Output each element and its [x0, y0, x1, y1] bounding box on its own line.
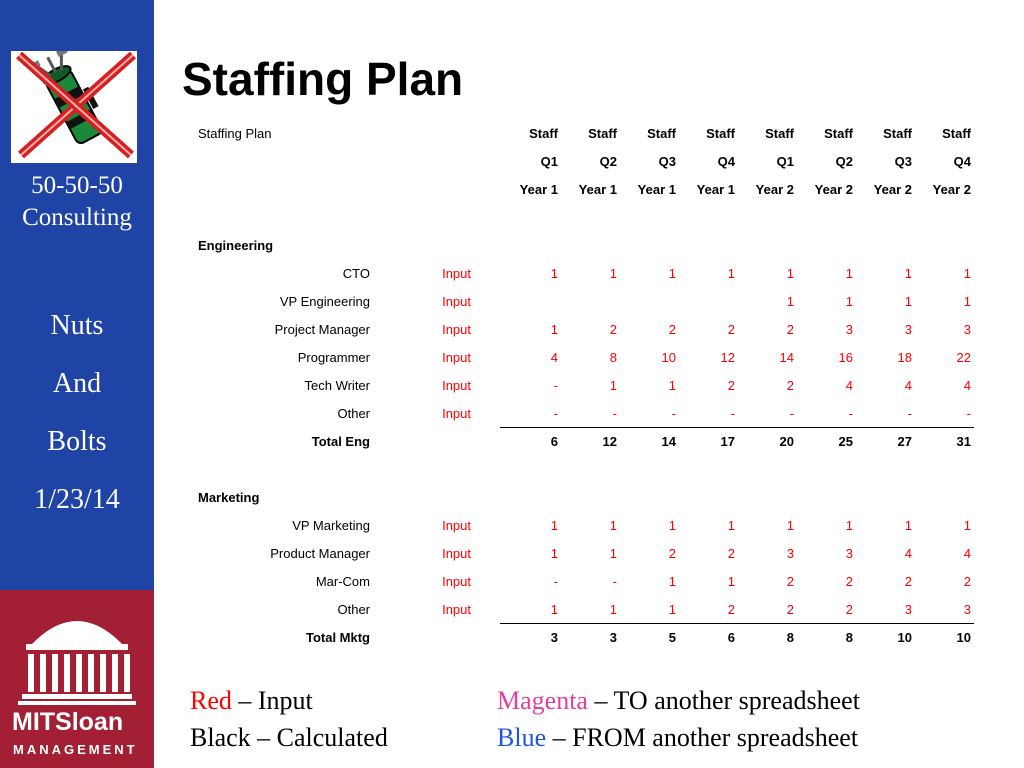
table-cell: 1: [609, 378, 617, 393]
table-cell: -: [907, 406, 912, 421]
row-label: Other: [337, 406, 370, 421]
table-cell: 1: [668, 518, 676, 533]
table-cell: 3: [845, 546, 853, 561]
total-cell: 3: [609, 630, 617, 645]
column-header: Year 1: [637, 182, 676, 197]
total-label: Total Mktg: [305, 630, 370, 645]
table-cell: 1: [609, 266, 617, 281]
table-cell: 1: [609, 546, 617, 561]
column-header: Q1: [540, 154, 558, 169]
table-cell: 1: [668, 574, 676, 589]
table-cell: 1: [904, 294, 912, 309]
legend-magenta-desc: – TO another spreadsheet: [587, 686, 860, 715]
table-cell: 3: [963, 602, 971, 617]
total-cell: 10: [956, 630, 971, 645]
row-label: Product Manager: [270, 546, 370, 561]
table-cell: -: [553, 378, 558, 393]
column-header: Q1: [776, 154, 794, 169]
table-cell: 4: [550, 350, 558, 365]
table-cell: 2: [786, 574, 794, 589]
input-tag: Input: [442, 602, 471, 617]
table-cell: -: [848, 406, 853, 421]
input-tag: Input: [442, 546, 471, 561]
nav-item-and: And: [52, 368, 102, 399]
total-cell: 8: [786, 630, 794, 645]
legend-magenta-entry: [497, 682, 860, 719]
table-cell: 22: [956, 350, 971, 365]
table-cell: -: [553, 406, 558, 421]
legend-blue-desc: – FROM another spreadsheet: [546, 723, 859, 752]
total-divider: [500, 427, 974, 428]
table-cell: 16: [838, 350, 853, 365]
column-header: Q2: [599, 154, 617, 169]
input-tag: Input: [442, 378, 471, 393]
table-cell: 10: [661, 350, 676, 365]
table-cell: 2: [727, 602, 735, 617]
table-cell: 1: [727, 574, 735, 589]
table-cell: 2: [845, 574, 853, 589]
table-cell: 2: [786, 322, 794, 337]
total-cell: 8: [845, 630, 853, 645]
table-cell: 1: [727, 518, 735, 533]
column-header: Q2: [835, 154, 853, 169]
total-cell: 25: [838, 434, 853, 449]
total-cell: 10: [897, 630, 912, 645]
column-header: Q4: [717, 154, 735, 169]
legend-blue-word: Blue: [497, 723, 547, 752]
row-label: VP Engineering: [279, 294, 370, 309]
table-cell: 1: [609, 602, 617, 617]
total-label: Total Eng: [311, 434, 370, 449]
table-cell: 1: [963, 518, 971, 533]
total-cell: 14: [661, 434, 676, 449]
mit-management-label: MANAGEMENT: [13, 742, 138, 757]
table-cell: 2: [609, 322, 617, 337]
table-cell: 1: [963, 294, 971, 309]
input-tag: Input: [442, 350, 471, 365]
column-header: Staff: [765, 126, 794, 141]
table-cell: 2: [668, 546, 676, 561]
row-label: Project Manager: [274, 322, 370, 337]
table-cell: 1: [786, 518, 794, 533]
total-cell: 6: [550, 434, 558, 449]
table-cell: -: [966, 406, 971, 421]
table-cell: 3: [904, 602, 912, 617]
total-cell: 3: [550, 630, 558, 645]
table-cell: 1: [550, 266, 558, 281]
input-tag: Input: [442, 294, 471, 309]
total-cell: 31: [956, 434, 971, 449]
legend-magenta-word: Magenta: [497, 686, 588, 715]
total-cell: 27: [897, 434, 912, 449]
legend-red-entry: [190, 682, 313, 719]
table-cell: 2: [786, 378, 794, 393]
table-cell: 1: [845, 294, 853, 309]
table-cell: 2: [904, 574, 912, 589]
table-cell: 1: [904, 518, 912, 533]
column-header: Staff: [824, 126, 853, 141]
row-label: Tech Writer: [304, 378, 370, 393]
table-cell: 1: [904, 266, 912, 281]
table-cell: 1: [668, 602, 676, 617]
nav-item-nuts: Nuts: [50, 310, 104, 341]
table-cell: 1: [845, 518, 853, 533]
total-cell: 17: [720, 434, 735, 449]
column-header: Year 1: [696, 182, 735, 197]
column-header: Year 2: [814, 182, 853, 197]
row-label: VP Marketing: [292, 518, 370, 533]
table-cell: 1: [668, 266, 676, 281]
row-label: Other: [337, 602, 370, 617]
table-cell: -: [730, 406, 735, 421]
column-header: Staff: [706, 126, 735, 141]
column-header: Year 1: [519, 182, 558, 197]
table-cell: 2: [727, 322, 735, 337]
table-cell: 1: [550, 518, 558, 533]
table-cell: 18: [897, 350, 912, 365]
table-cell: 2: [845, 602, 853, 617]
column-header: Year 2: [932, 182, 971, 197]
company-line-2: Consulting: [22, 204, 132, 231]
row-label: Programmer: [297, 350, 370, 365]
section-heading: Marketing: [198, 490, 260, 505]
table-cell: -: [671, 406, 676, 421]
table-cell: 12: [720, 350, 735, 365]
nav-item-date: 1/23/14: [34, 484, 120, 515]
table-title-label: Staffing Plan: [198, 126, 272, 141]
section-heading: Engineering: [198, 238, 274, 253]
table-cell: 2: [668, 322, 676, 337]
table-cell: 1: [845, 266, 853, 281]
total-cell: 20: [779, 434, 794, 449]
input-tag: Input: [442, 518, 471, 533]
total-cell: 6: [727, 630, 735, 645]
legend-red-desc: – Input: [231, 686, 313, 715]
table-cell: 1: [668, 378, 676, 393]
column-header: Q3: [658, 154, 676, 169]
table-cell: 1: [786, 266, 794, 281]
table-cell: 1: [786, 294, 794, 309]
page-title: Staffing Plan: [182, 53, 464, 105]
input-tag: Input: [442, 406, 471, 421]
input-tag: Input: [442, 266, 471, 281]
table-cell: 4: [963, 378, 971, 393]
legend-black-entry: Black – Calculated: [190, 723, 388, 752]
legend-red-word: Red: [190, 686, 232, 715]
total-divider: [500, 623, 974, 624]
table-cell: 2: [786, 602, 794, 617]
table-cell: 1: [727, 266, 735, 281]
input-tag: Input: [442, 574, 471, 589]
table-cell: 2: [727, 378, 735, 393]
column-header: Year 2: [873, 182, 912, 197]
total-cell: 5: [668, 630, 676, 645]
legend-blue-entry: [497, 719, 858, 756]
column-header: Year 1: [578, 182, 617, 197]
table-cell: 4: [963, 546, 971, 561]
table-cell: 3: [904, 322, 912, 337]
table-cell: 1: [550, 322, 558, 337]
table-cell: 1: [550, 602, 558, 617]
column-header: Staff: [529, 126, 558, 141]
table-cell: 1: [963, 266, 971, 281]
table-cell: 1: [609, 518, 617, 533]
table-cell: 3: [845, 322, 853, 337]
total-cell: 12: [602, 434, 617, 449]
table-cell: 1: [550, 546, 558, 561]
table-cell: 4: [904, 378, 912, 393]
column-header: Staff: [883, 126, 912, 141]
input-tag: Input: [442, 322, 471, 337]
table-cell: 2: [727, 546, 735, 561]
column-header: Staff: [647, 126, 676, 141]
column-header: Q4: [953, 154, 971, 169]
column-header: Q3: [894, 154, 912, 169]
table-cell: 14: [779, 350, 794, 365]
table-cell: 8: [609, 350, 617, 365]
table-cell: 4: [904, 546, 912, 561]
table-cell: -: [553, 574, 558, 589]
table-cell: -: [612, 406, 617, 421]
column-header: Staff: [588, 126, 617, 141]
nav-item-bolts: Bolts: [47, 426, 107, 457]
table-cell: 2: [963, 574, 971, 589]
table-cell: -: [789, 406, 794, 421]
row-label: Mar-Com: [315, 574, 370, 589]
column-header: Staff: [942, 126, 971, 141]
table-cell: -: [612, 574, 617, 589]
table-cell: 3: [963, 322, 971, 337]
row-label: CTO: [342, 266, 370, 281]
table-cell: 3: [786, 546, 794, 561]
column-header: Year 2: [755, 182, 794, 197]
company-line-1: 50-50-50: [31, 172, 123, 199]
mit-sloan-wordmark: MITSloan: [12, 708, 124, 736]
table-cell: 4: [845, 378, 853, 393]
